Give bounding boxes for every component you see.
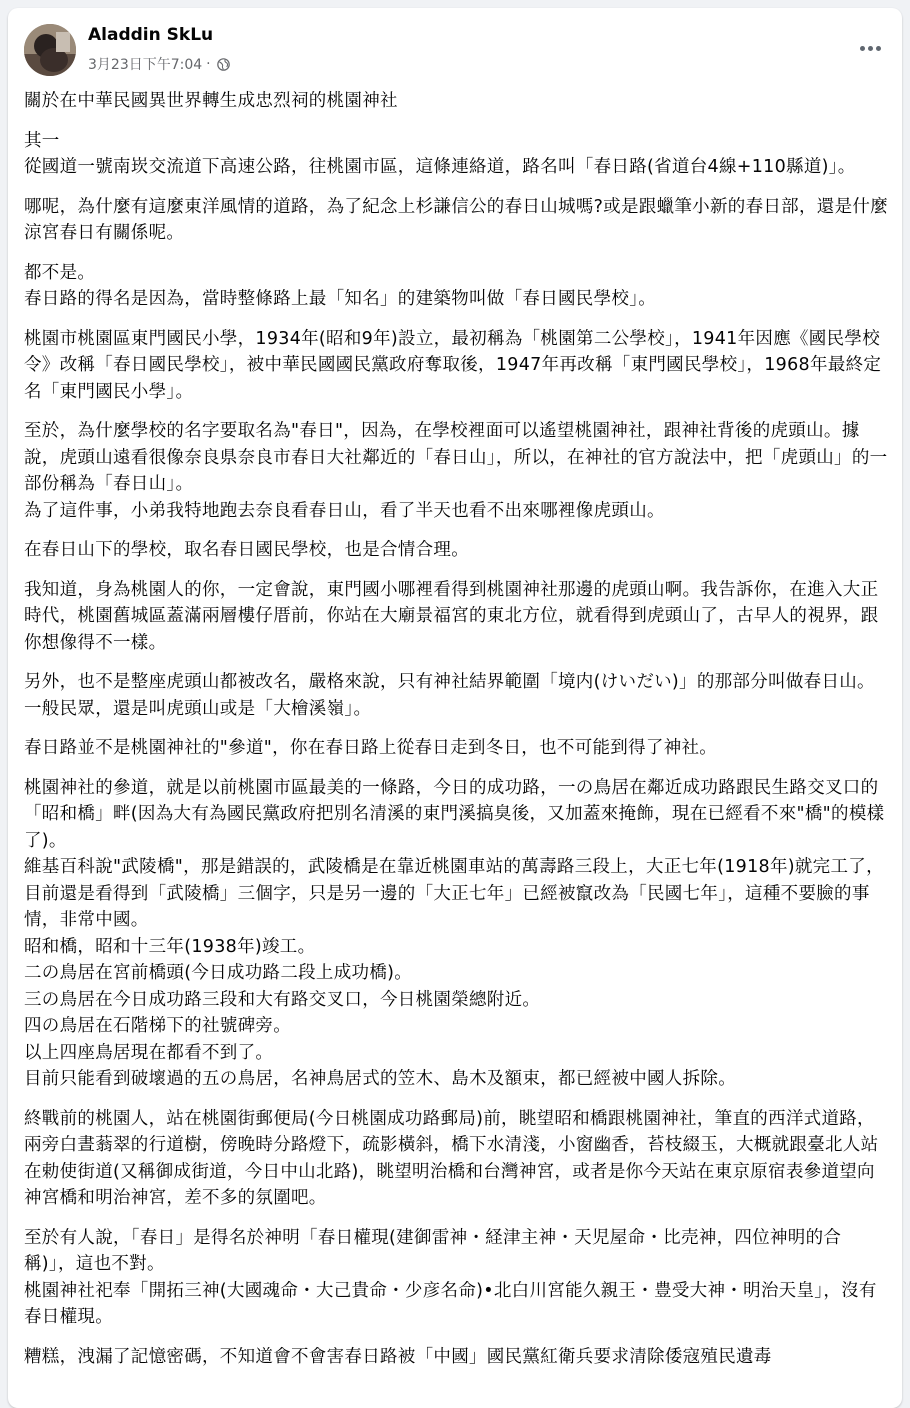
post-paragraph: 終戰前的桃園人，站在桃園街郵便局(今日桃園成功路郵局)前，眺望昭和橋跟桃園神社，筆直的西洋式道路，兩旁白晝蓊翠的行道樹，傍晚時分路燈下，疏影橫斜，橋下水清淺，小窗幽香，苔枝綴玉，大概就跟臺北人站在勅使街道(又稱御成街道，今日中山北路)，眺望明治橋和台灣神宮，或者是你今天站在東京原宿表參道望向神宮橋和明治神宮，差不多的氛圍吧。 [24,1108,879,1208]
post-paragraph: 另外，也不是整座虎頭山都被改名，嚴格來說，只有神社結界範圍「境内(けいだい)」的那部分叫做春日山。一般民眾，還是叫虎頭山或是「大檜溪嶺」。 [24,672,875,719]
post-paragraph: 都不是。 春日路的得名是因為，當時整條路上最「知名」的建築物叫做「春日國民學校」。 [24,262,657,309]
post-timestamp[interactable]: 3月23日下午7:04 [88,57,203,73]
author-avatar[interactable] [24,24,76,76]
post-paragraph: 桃園神社的參道，就是以前桃園市區最美的一條路，今日的成功路，一の鳥居在鄰近成功路跟民生路交叉口的「昭和橋」畔(因為大有為國民黨政府把別名清溪的東門溪搞臭後，又加蓋來掩飾，現在已經看不來"橋"的模樣了)。 維基百科說"武陵橋"，那是錯誤的，武陵橋是在靠近桃園車站的萬壽路三段上，大正七年(1918年)就完工了，目前還是看得到「武陵橋」三個字，只是另一邊的「大正七年」已經被竄改為「民國七年」，這種不要臉的事情，非常中國。 昭和橋，昭和十三年(1938年)竣工。 二の鳥居在宮前橋頭(今日成功路二段上成功橋)。 三の鳥居在今日成功路三段和大有路交叉口，今日桃園榮總附近。 四の鳥居在石階梯下的社號碑旁。 以上四座鳥居現在都看不到了。 目前只能看到破壞過的五の鳥居，名神鳥居式的笠木、島木及額束，都已經被中國人拆除。 [24,777,885,1089]
post-paragraph: 在春日山下的學校，取名春日國民學校，也是合情合理。 [24,540,469,560]
post-paragraph: 我知道，身為桃園人的你，一定會說，東門國小哪裡看得到桃園神社那邊的虎頭山啊。我告訴你，在進入大正時代，桃園舊城區蓋滿兩層樓仔厝前，你站在大廟景福宮的東北方位，就看得到虎頭山了，古早人的視界，跟你想像得不一樣。 [24,579,879,653]
avatar-photo [24,24,76,76]
post-paragraph: 桃園市桃園區東門國民小學，1934年(昭和9年)設立，最初稱為「桃園第二公學校」，1941年因應《國民學校令》改稱「春日國民學校」，被中華民國國民黨政府奪取後，1947年再改稱「東門國民學校」，1968年最終定名「東門國民小學」。 [24,328,882,402]
post-card [8,8,902,1408]
post-paragraph: 至於有人說，「春日」是得名於神明「春日權現(建御雷神・経津主神・天児屋命・比売神，四位神明的合稱)」，這也不對。 桃園神社祀奉「開拓三神(大國魂命・大己貴命・少彦名命)•北白川宮能久親王・豊受大神・明治天皇」，沒有春日權現。 [24,1227,877,1327]
more-options-icon[interactable] [852,34,888,62]
post-paragraph: 糟糕，洩漏了記憶密碼，不知道會不會害春日路被「中國」國民黨紅衛兵要求清除倭寇殖民遺毒 [24,1346,772,1367]
globe-icon[interactable] [217,58,230,71]
meta-separator: · [206,56,211,72]
post-paragraph: 哪呢，為什麼有這麼東洋風情的道路，為了紀念上杉謙信公的春日山城嗎?或是跟蠟筆小新的春日部，還是什麼涼宮春日有關係呢。 [24,196,888,243]
post-body [24,88,890,1383]
post-paragraph: 至於，為什麼學校的名字要取名為"春日"，因為，在學校裡面可以遙望桃園神社，跟神社背後的虎頭山。據說，虎頭山遠看很像奈良県奈良市春日大社鄰近的「春日山」，所以，在神社的官方說法中，把「虎頭山」的一部份稱為「春日山」。 為了這件事，小弟我特地跑去奈良看春日山，看了半天也看不出來哪裡像虎頭山。 [24,421,888,521]
post-paragraph: 關於在中華民國異世界轉生成忠烈祠的桃園神社 [24,91,398,111]
post-paragraph: 其一 從國道一號南崁交流道下高速公路，往桃園市區，這條連絡道，路名叫「春日路(省道台4線+110縣道)」。 [24,130,856,177]
post-paragraph: 春日路並不是桃園神社的"參道"，你在春日路上從春日走到冬日，也不可能到得了神社。 [24,738,718,758]
post-meta [88,54,230,74]
author-name[interactable]: Aladdin SkLu [88,25,214,45]
